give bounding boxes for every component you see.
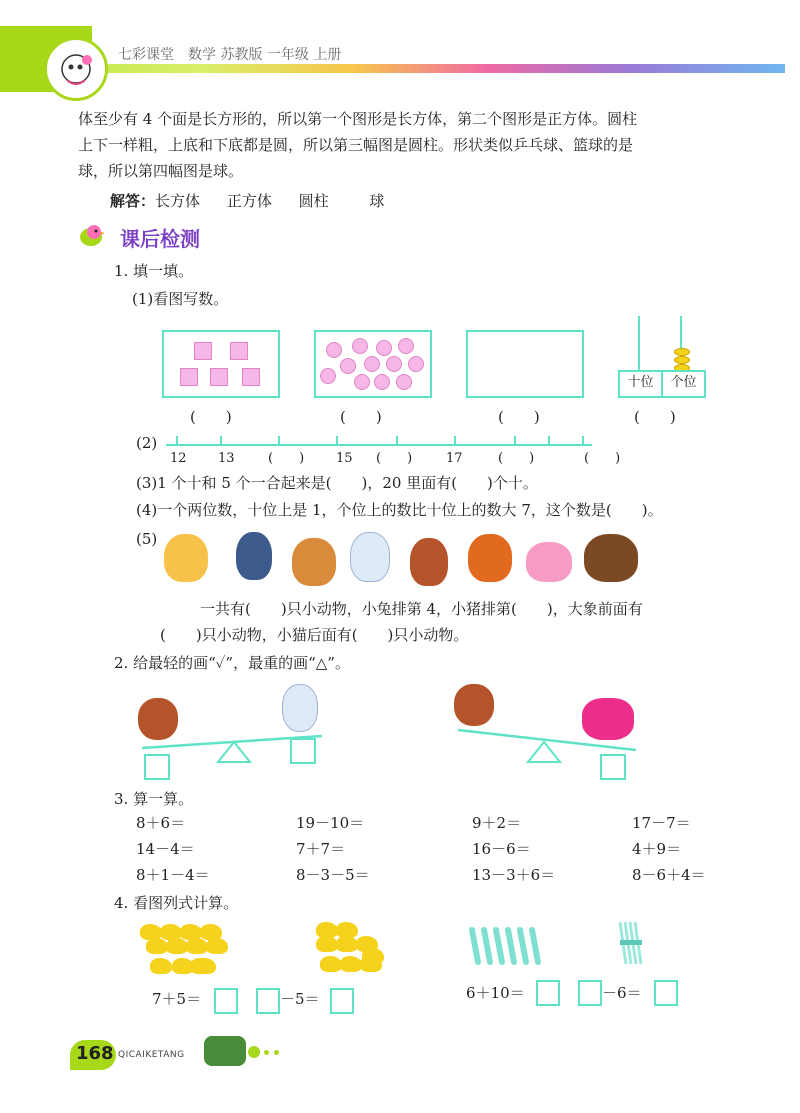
q1-sub2-label: (2) [136, 434, 158, 452]
answer-blank[interactable]: ( ) [340, 408, 382, 426]
number-line-tick [220, 436, 222, 446]
calc-item: 19－10＝ [296, 814, 365, 832]
monkey-icon [410, 538, 448, 586]
answer-box[interactable] [256, 988, 280, 1014]
answer-blank[interactable]: ( ) [498, 408, 540, 426]
duck-icon [190, 958, 212, 974]
abacus [618, 316, 704, 398]
answer-box[interactable] [214, 988, 238, 1014]
horse-icon [164, 534, 208, 582]
answer-box[interactable] [654, 980, 678, 1006]
header-title: 七彩课堂 数学 苏教版 一年级 上册 [118, 47, 342, 63]
q1-sub1: (1)看图写数。 [132, 290, 229, 308]
answer-2: 正方体 [226, 192, 272, 210]
calc-item: 17－7＝ [632, 814, 691, 832]
number-line-tick [548, 436, 550, 446]
number-line-label[interactable]: ( ) [268, 451, 305, 466]
q1-sub3: (3)1 个十和 5 个一合起来是( )，20 里面有( )个十。 [136, 474, 538, 492]
pink-dot [376, 340, 392, 356]
pink-square [194, 342, 212, 360]
calc-item: 14－4＝ [136, 840, 195, 858]
number-line-label: 12 [170, 451, 187, 466]
duck-icon [146, 938, 168, 954]
seesaw-2 [450, 680, 650, 780]
number-line-label: 15 [336, 451, 353, 466]
calc-item: 9＋2＝ [472, 814, 522, 832]
number-line-tick [582, 436, 584, 446]
picture-empty [466, 330, 584, 398]
footer-mascot-icon [204, 1036, 246, 1066]
calc-item: 7＋7＝ [296, 840, 346, 858]
pink-dot [340, 358, 356, 374]
answer-label: 解答： [110, 192, 156, 210]
footer-dot-icon [264, 1050, 269, 1055]
picture-squares [162, 330, 280, 398]
answer-box[interactable] [536, 980, 560, 1006]
picture-dots [314, 330, 432, 398]
page-number: 168 [76, 1043, 114, 1064]
intro-line-2: 上下一样粗，上底和下底都是圆，所以第三幅图是圆柱。形状类似乒乓球、篮球的是 [78, 136, 634, 154]
duck-icon [340, 956, 362, 972]
answer-box[interactable] [144, 754, 170, 780]
dog-icon [292, 538, 336, 586]
q1-title: 1. 填一填。 [114, 262, 194, 280]
pink-dot [374, 374, 390, 390]
pink-dot [326, 342, 342, 358]
answer-line [110, 190, 384, 212]
stick-bundle [612, 918, 648, 968]
pink-dot [354, 374, 370, 390]
q1-sub5-line2: ( )只小动物，小猫后面有( )只小动物。 [160, 626, 469, 644]
calc-item: 8－3－5＝ [296, 866, 370, 884]
answer-box[interactable] [600, 754, 626, 780]
number-line-tick [278, 436, 280, 446]
duck-icon [150, 958, 172, 974]
q1-sub4: (4)一个两位数，十位上是 1，个位上的数比十位上的数大 7，这个数是( )。 [136, 501, 663, 519]
number-line-label[interactable]: ( ) [376, 451, 413, 466]
number-line-label[interactable]: ( ) [584, 451, 621, 466]
number-line-tick [176, 436, 178, 446]
footer-brand: QICAIKETANG [118, 1050, 185, 1060]
q1-sub5-line1: 一共有( )只小动物，小兔排第 4，小猪排第( )，大象前面有 [200, 600, 643, 618]
pink-square [230, 342, 248, 360]
loose-sticks [466, 924, 576, 966]
number-line-label: 13 [218, 451, 235, 466]
number-line-label[interactable]: ( ) [498, 451, 535, 466]
pink-square [180, 368, 198, 386]
answer-3: 圆柱 [298, 192, 329, 210]
footer-dot-icon [274, 1050, 279, 1055]
number-line-label: 17 [446, 451, 463, 466]
duck-icon [316, 936, 338, 952]
answer-4: 球 [369, 192, 385, 210]
number-line-tick [514, 436, 516, 446]
abacus-bead [674, 348, 690, 356]
number-line-tick [396, 436, 398, 446]
q4-eq4: －6＝ [602, 984, 642, 1002]
calc-item: 13－3＋6＝ [472, 866, 556, 884]
answer-blank[interactable]: ( ) [190, 408, 232, 426]
section-title: 课后检测 [120, 227, 200, 251]
duck-icon [166, 938, 188, 954]
number-line-tick [336, 436, 338, 446]
q4-eq2: －5＝ [280, 990, 320, 1008]
pink-dot [408, 356, 424, 372]
pink-dot [386, 356, 402, 372]
q4-title: 4. 看图列式计算。 [114, 894, 239, 912]
calc-item: 4＋9＝ [632, 840, 682, 858]
pink-dot [396, 374, 412, 390]
elephant-icon [584, 534, 638, 582]
abacus-label-tens: 十位 [620, 372, 663, 396]
duck-icon [206, 938, 228, 954]
abacus-rod-tens [638, 316, 640, 372]
pink-square [210, 368, 228, 386]
calc-item: 8＋6＝ [136, 814, 186, 832]
pink-dot [320, 368, 336, 384]
animal-row [160, 530, 630, 590]
q1-sub5-label: (5) [136, 530, 158, 548]
abacus-label-ones: 个位 [670, 375, 697, 390]
abacus-base [618, 370, 706, 398]
calc-item: 16－6＝ [472, 840, 531, 858]
q3-title: 3. 算一算。 [114, 790, 194, 808]
header-color-bar [0, 64, 785, 73]
duck-icon [320, 956, 342, 972]
answer-blank[interactable]: ( ) [634, 408, 676, 426]
pink-square [242, 368, 260, 386]
section-bird-icon [76, 220, 106, 250]
mascot-logo-icon [44, 37, 108, 101]
number-line [166, 444, 592, 446]
calc-item: 8＋1－4＝ [136, 866, 210, 884]
answer-box[interactable] [290, 738, 316, 764]
seesaw-1 [136, 680, 336, 780]
duck-icon [362, 948, 384, 964]
abacus-bead [674, 356, 690, 364]
q2-title: 2. 给最轻的画“✓”，最重的画“△”。 [114, 654, 350, 672]
squirrel-icon [468, 534, 512, 582]
answer-box[interactable] [578, 980, 602, 1006]
duck-icon [186, 938, 208, 954]
answer-1: 长方体 [155, 192, 201, 210]
q4-eq1: 7＋5＝ [152, 990, 202, 1008]
intro-line-3: 球，所以第四幅图是球。 [78, 162, 244, 180]
cat-icon [236, 532, 272, 580]
pink-dot [352, 338, 368, 354]
pink-dot [364, 356, 380, 372]
pink-dot [398, 338, 414, 354]
rabbit-icon [350, 532, 390, 582]
duck-icon [336, 936, 358, 952]
number-line-tick [454, 436, 456, 446]
calc-item: 8－6＋4＝ [632, 866, 706, 884]
footer-dot-icon [248, 1046, 260, 1058]
answer-box[interactable] [330, 988, 354, 1014]
pig-icon [526, 542, 572, 582]
q4-eq3: 6＋10＝ [466, 984, 525, 1002]
intro-line-1: 体至少有 4 个面是长方形的，所以第一个图形是长方体，第二个图形是正方体。圆柱 [78, 110, 638, 128]
